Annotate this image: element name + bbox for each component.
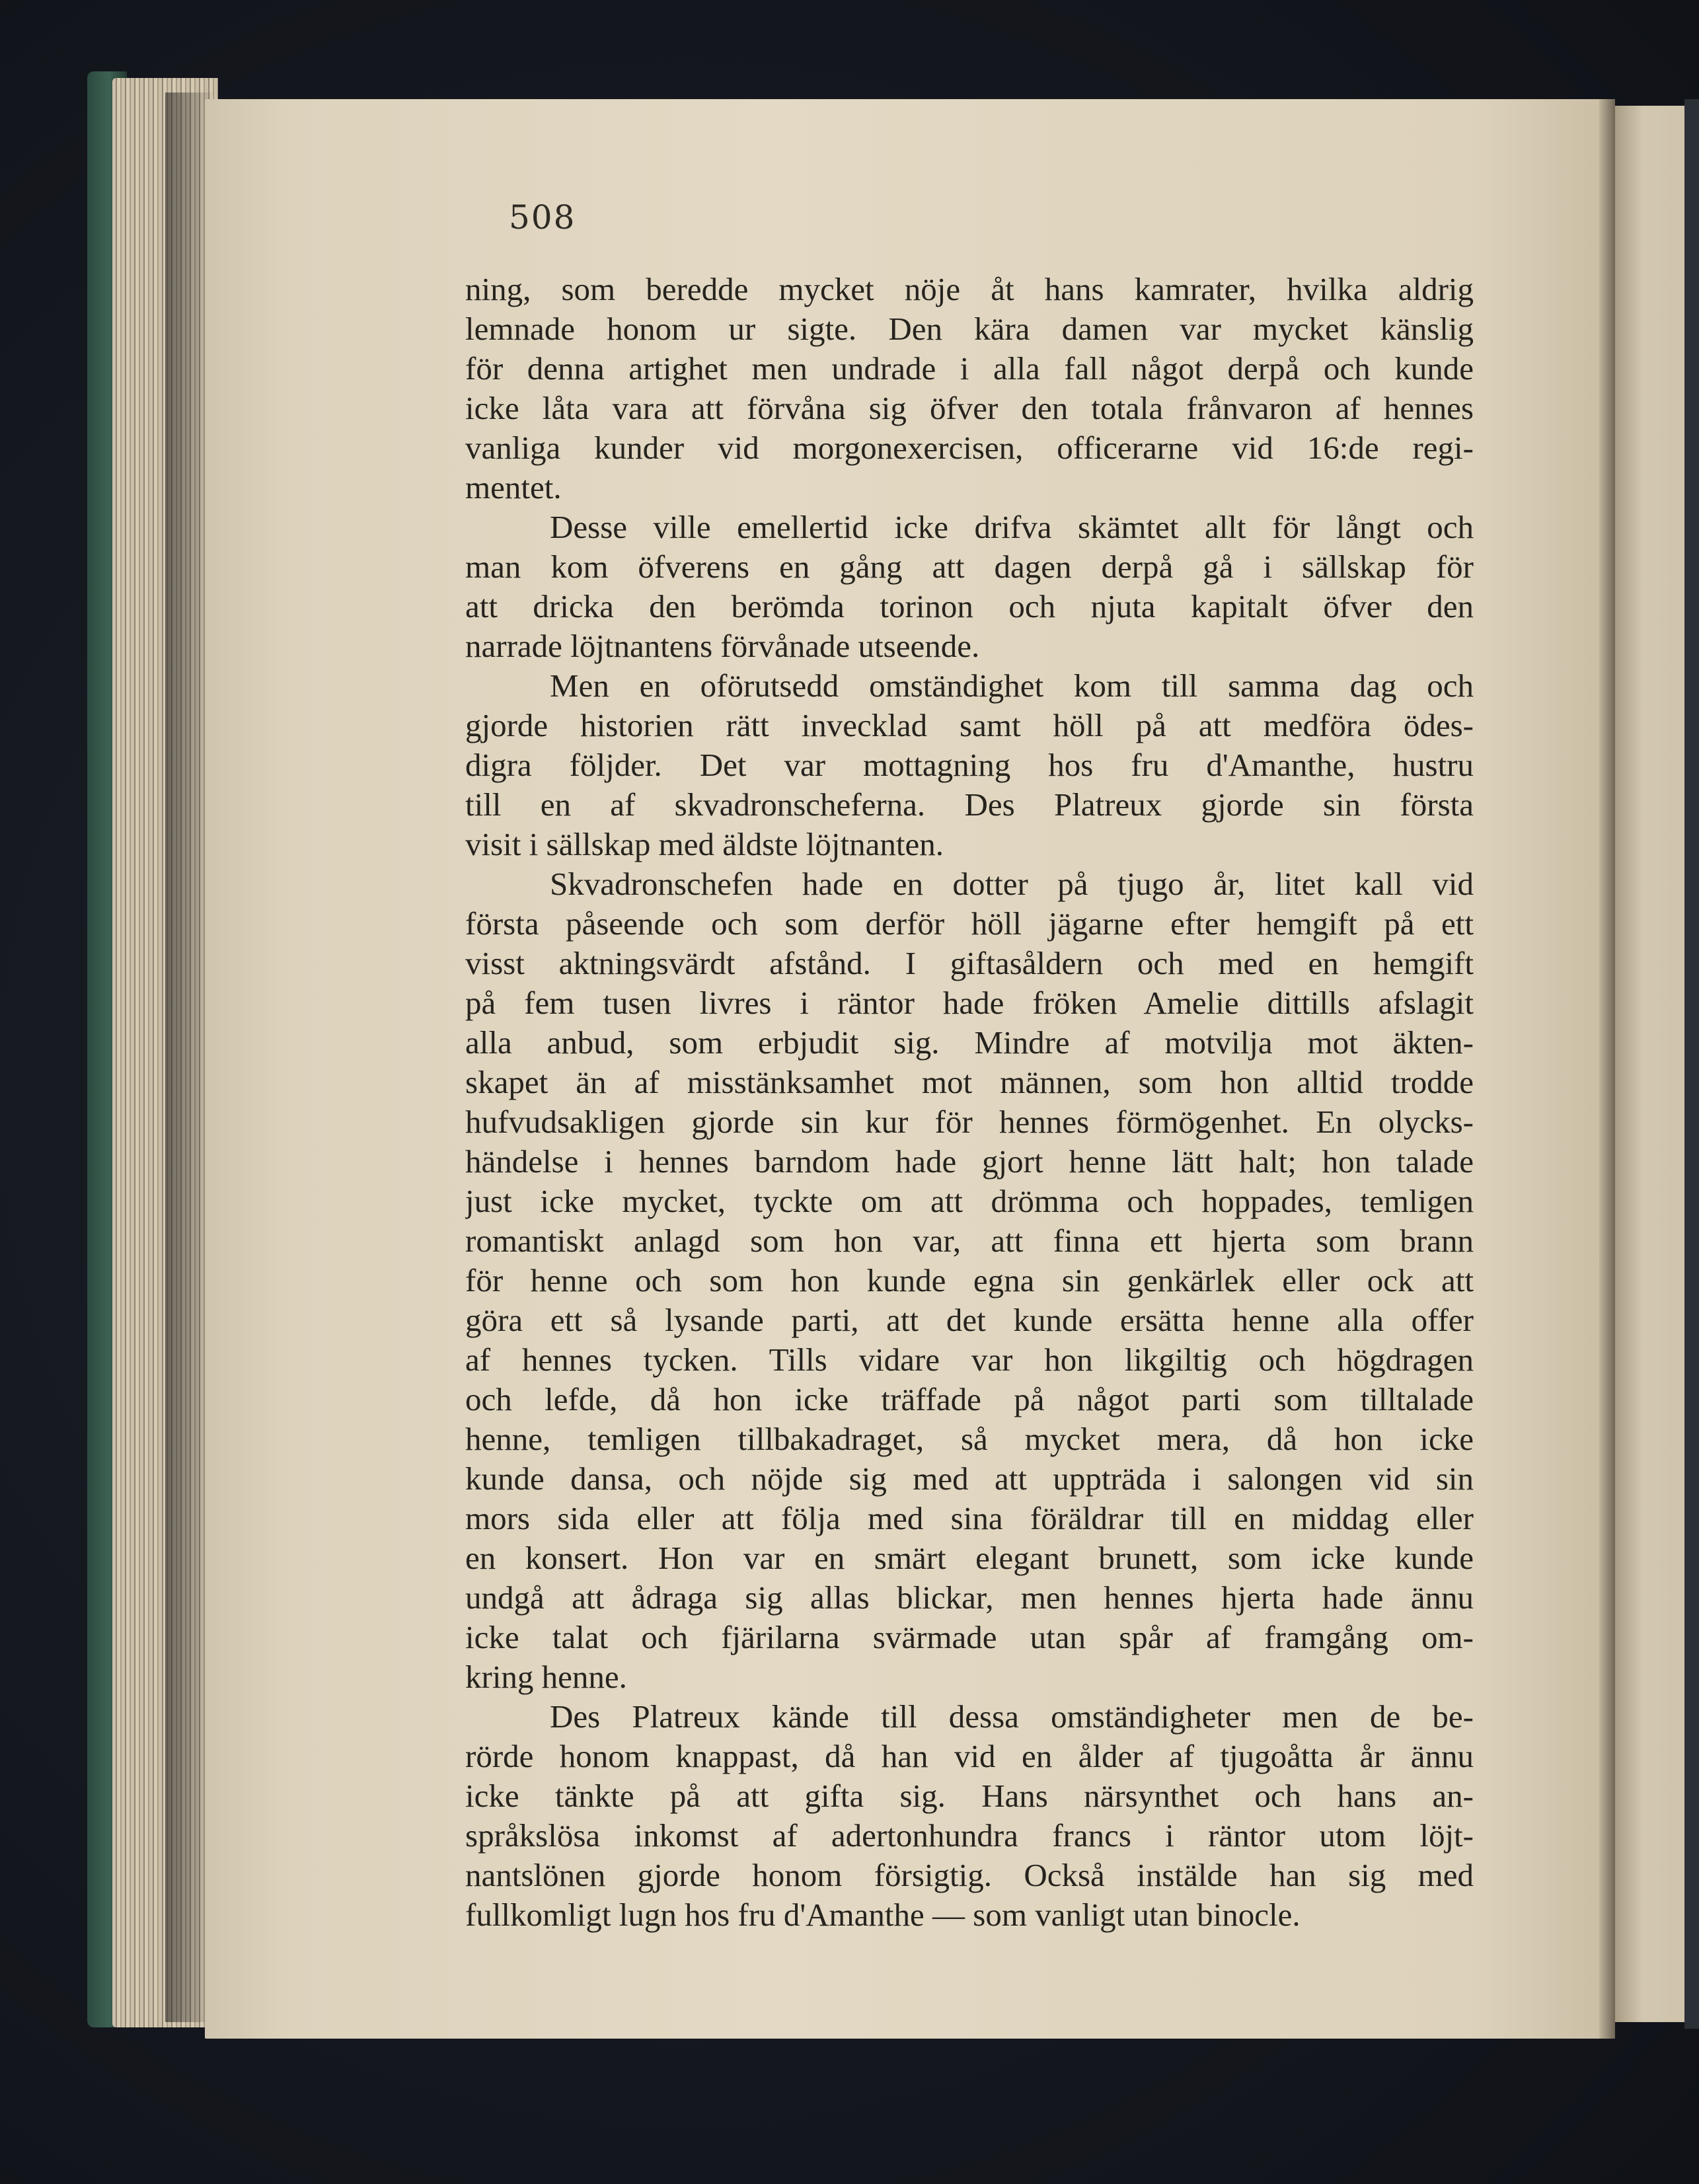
text-line: på fem tusen livres i räntor hade fröken Amelie dittills afslagit: [465, 985, 1474, 1021]
text-line: man kom öfverens en gång att dagen derpå gå i sällskap för: [465, 548, 1474, 585]
text-line: mentet.: [465, 469, 562, 506]
text-line: första påseende och som derför höll jägarne efter hemgift på ett: [465, 905, 1474, 942]
facing-cover-edge: [1684, 99, 1699, 2029]
page-number: 508: [509, 198, 576, 237]
text-line: en konsert. Hon var en smärt elegant brunett, som icke kunde: [465, 1540, 1474, 1576]
text-line: kring henne.: [465, 1659, 627, 1695]
paragraph: [465, 508, 1474, 666]
text-line: af hennes tycken. Tills vidare var hon likgiltig och högdragen: [465, 1341, 1474, 1378]
text-line: icke låta vara att förvåna sig öfver den totala frånvaron af hennes: [465, 390, 1474, 426]
text-line: mors sida eller att följa med sina föräldrar till en middag eller: [465, 1500, 1474, 1536]
text-line: lemnade honom ur sigte. Den kära damen var mycket känslig: [465, 311, 1474, 347]
text-line: Skvadronschefen hade en dotter på tjugo år, litet kall vid: [550, 866, 1474, 902]
text-line: kunde dansa, och nöjde sig med att uppträda i salongen vid sin: [465, 1460, 1474, 1497]
text-line: händelse i hennes barndom hade gjort henne lätt halt; hon talade: [465, 1143, 1474, 1180]
text-line: Des Platreux kände till dessa omständigheter men de be-: [550, 1698, 1474, 1735]
text-line: göra ett så lysande parti, att det kunde ersätta henne alla offer: [465, 1302, 1474, 1338]
paragraph: [465, 270, 1474, 508]
text-line: vanliga kunder vid morgonexercisen, officerarne vid 16:de regi-: [465, 430, 1474, 466]
text-line: rörde honom knappast, då han vid en ålder af tjugoåtta år ännu: [465, 1738, 1474, 1774]
text-line: till en af skvadronscheferna. Des Platreux gjorde sin första: [465, 786, 1474, 823]
facing-page-edge: [1615, 106, 1684, 2022]
text-line: nantslönen gjorde honom försigtig. Också instälde han sig med: [465, 1857, 1474, 1893]
text-line: för henne och som hon kunde egna sin genkärlek eller ock att: [465, 1262, 1474, 1299]
text-line: att dricka den berömda torinon och njuta kapitalt öfver den: [465, 588, 1474, 624]
text-line: undgå att ådraga sig allas blickar, men hennes hjerta hade ännu: [465, 1579, 1474, 1616]
text-line: romantiskt anlagd som hon var, att finna ett hjerta som brann: [465, 1223, 1474, 1259]
paragraph: [465, 1697, 1474, 1935]
text-line: språkslösa inkomst af adertonhundra francs i räntor utom löjt-: [465, 1817, 1474, 1854]
text-line: för denna artighet men undrade i alla fall något derpå och kunde: [465, 350, 1474, 387]
text-line: fullkomligt lugn hos fru d'Amanthe — som vanligt utan binocle.: [465, 1897, 1301, 1933]
text-line: just icke mycket, tyckte om att drömma och hoppades, temligen: [465, 1183, 1474, 1219]
text-line: icke tänkte på att gifta sig. Hans närsynthet och hans an-: [465, 1778, 1474, 1814]
text-line: visit i sällskap med äldste löjtnanten.: [465, 826, 944, 862]
text-line: hufvudsakligen gjorde sin kur för hennes förmögenhet. En olycks-: [465, 1104, 1474, 1140]
text-line: narrade löjtnantens förvånade utseende.: [465, 628, 980, 664]
body-text: [465, 270, 1474, 1935]
text-line: alla anbud, som erbjudit sig. Mindre af motvilja mot äkten-: [465, 1024, 1474, 1061]
text-line: henne, temligen tillbakadraget, så mycket mera, då hon icke: [465, 1421, 1474, 1457]
paragraph: [465, 666, 1474, 864]
text-line: och lefde, då hon icke träffade på något parti som tilltalade: [465, 1381, 1474, 1417]
text-line: Desse ville emellertid icke drifva skämtet allt för långt och: [550, 509, 1474, 545]
text-line: gjorde historien rätt invecklad samt höll på att medföra ödes-: [465, 707, 1474, 743]
page-gutter: [1599, 99, 1615, 2039]
text-line: ning, som beredde mycket nöje åt hans kamrater, hvilka aldrig: [465, 271, 1474, 307]
text-line: skapet än af misstänksamhet mot männen, som hon alltid trodde: [465, 1064, 1474, 1100]
text-line: Men en oförutsedd omständighet kom till samma dag och: [550, 667, 1474, 704]
text-line: digra följder. Det var mottagning hos fru d'Amanthe, hustru: [465, 747, 1474, 783]
text-line: icke talat och fjärilarna svärmade utan spår af framgång om-: [465, 1619, 1474, 1655]
paragraph: [465, 864, 1474, 1697]
text-line: visst aktningsvärdt afstånd. I giftasåldern och med en hemgift: [465, 945, 1474, 981]
